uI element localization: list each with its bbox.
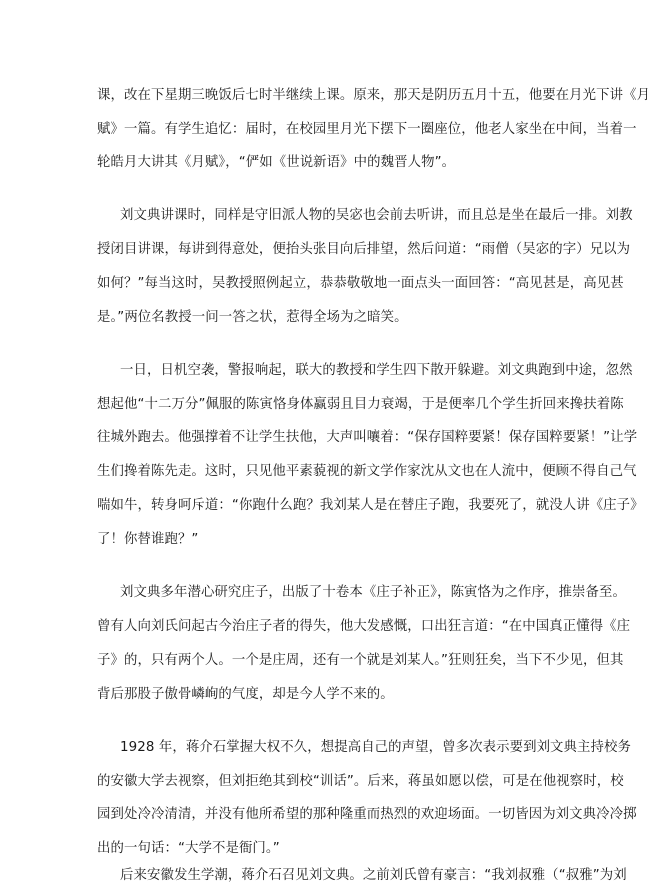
text-line: 轮皓月大讲其《月赋》，“俨如《世说新语》中的魏晋人物”。 [97, 155, 456, 170]
text-line: 想起他“十二万分”佩服的陈寅恪身体赢弱且目力衰竭，于是便率几个学生折回来搀扶着陈 [97, 397, 624, 412]
text-line: 出的一句话：“大学不是衙门。” [97, 841, 280, 856]
text-line: 子》的，只有两个人。一个是庄周，还有一个就是刘某人。”狂则狂矣，当下不少见，但其 [97, 653, 624, 668]
text-line: 背后那股子傲骨嶙峋的气度，却是今人学不来的。 [97, 687, 394, 702]
text-line: 园到处冷冷清清，并没有他所希望的那种隆重而热烈的欢迎场面。一切皆因为刘文典冷冷掷 [97, 807, 637, 822]
text-line: 生们搀着陈先走。这时，只见他平素藐视的新文学作家沈从文也在人流中，便顾不得自己气 [97, 464, 637, 479]
text-line: 往城外跑去。他强撑着不让学生扶他，大声叫嚷着：“保存国粹要紧！保存国粹要紧！”让学 [97, 430, 638, 445]
text-line: 曾有人向刘氏问起古今治庄子者的得失，他大发感慨，口出狂言道：“在中国真正懂得《庄 [97, 619, 631, 634]
text-line: 了！你替谁跑？” [97, 532, 199, 547]
text-line: 课，改在下星期三晚饭后七时半继续上课。原来，那天是阴历五月十五，他要在月光下讲《月 [97, 88, 650, 103]
text-line: 授闭目讲课，每讲到得意处，便抬头张目向后排望，然后问道：“雨僧（吴宓的字）兄以为 [97, 242, 631, 257]
text-line: 1928 年，蒋介石掌握大权不久，想提高自己的声望，曾多次表示要到刘文典主持校务 [120, 740, 632, 755]
text-line: 刘文典多年潜心研究庄子，出版了十卷本《庄子补正》，陈寅恪为之作序，推崇备至。 [120, 585, 626, 600]
text-line: 刘文典讲课时，同样是守旧派人物的吴宓也会前去听讲，而且总是坐在最后一排。刘教 [120, 208, 633, 223]
text-line: 赋》一篇。有学生追忆：届时，在校园里月光下摆下一圈座位，他老人家坐在中间，当着一 [97, 122, 637, 137]
text-line: 后来安徽发生学潮，蒋介石召见刘文典。之前刘氏曾有豪言：“我刘叔雅（“叔雅”为刘 [120, 868, 627, 883]
text-line: 的安徽大学去视察，但刘拒绝其到校“训话”。后来，蒋虽如愿以偿，可是在他视察时，校 [97, 774, 624, 789]
text-line: 如何？”每当这时，吴教授照例起立，恭恭敬敬地一面点头一面回答：“高见甚是，高见甚 [97, 276, 624, 291]
text-line: 喘如牛，转身呵斥道：“你跑什么跑？我刘某人是在替庄子跑，我要死了，就没人讲《庄子》 [97, 498, 644, 513]
text-line: 一日，日机空袭，警报响起，联大的教授和学生四下散开躲避。刘文典跑到中途，忽然 [120, 363, 633, 378]
text-line: 是。”两位名教授一问一答之状，惹得全场为之暗笑。 [97, 310, 408, 325]
